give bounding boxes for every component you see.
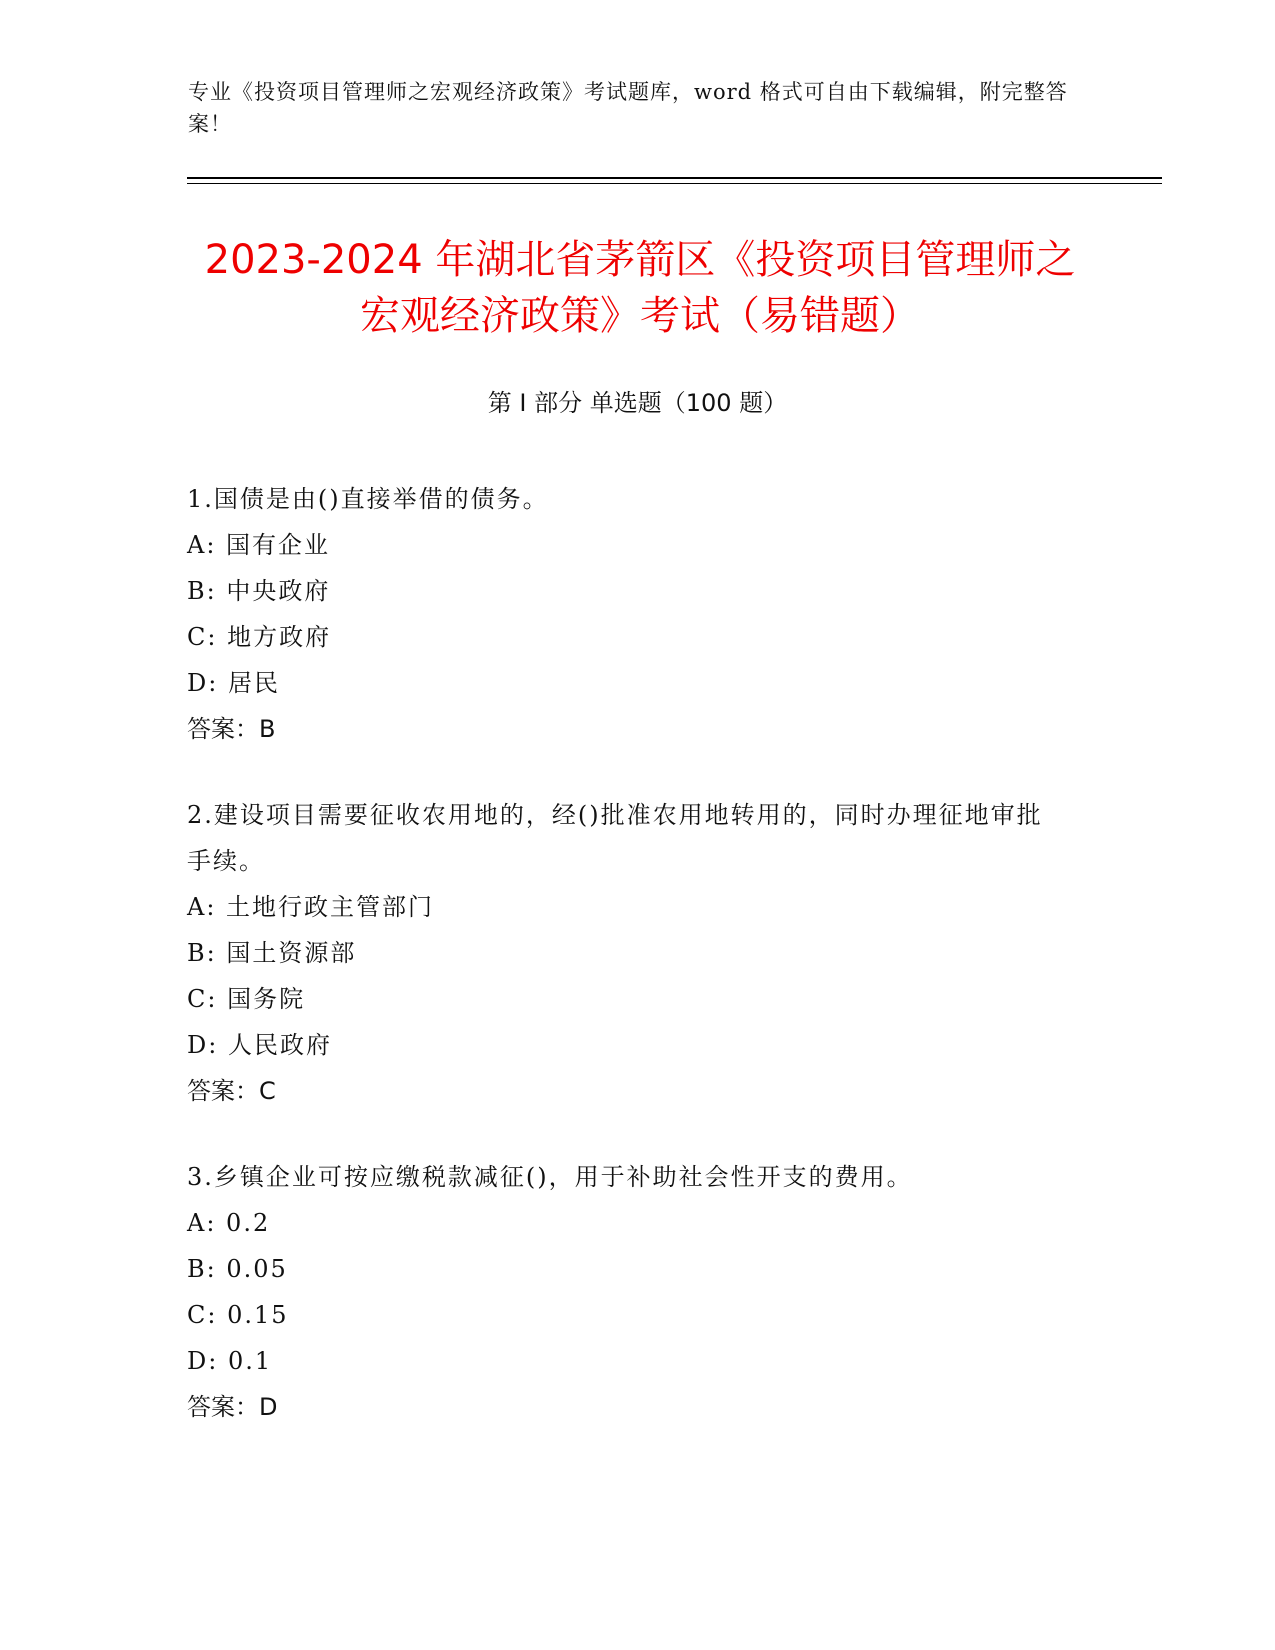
option-b: B: 国土资源部 [187,939,357,967]
question-3 [187,1154,1067,1430]
header-note: 专业《投资项目管理师之宏观经济政策》考试题库，word 格式可自由下载编辑，附完整答案！ [188,80,1068,136]
option-b: B: 中央政府 [187,577,331,605]
option-c: C: 0.15 [187,1301,289,1329]
document-title: 2023-2024 年湖北省茅箭区《投资项目管理师之宏观经济政策》考试（易错题） [204,237,1076,339]
option-b: B: 0.05 [187,1255,288,1283]
option-d: D: 居民 [187,669,280,697]
option-c: C: 国务院 [187,985,306,1013]
option-d: D: 人民政府 [187,1031,332,1059]
option-c: C: 地方政府 [187,623,332,651]
question-2 [187,792,1067,1114]
option-d: D: 0.1 [187,1347,273,1375]
question-stem: 2.建设项目需要征收农用地的，经()批准农用地转用的，同时办理征地审批手续。 [187,801,1043,875]
answer-line: 答案：B [187,715,276,743]
question-1 [187,476,1067,752]
section-heading: 第 I 部分 单选题（100 题） [487,389,788,417]
header-divider-thin [187,183,1162,184]
question-stem: 1.国债是由()直接举借的债务。 [187,485,549,513]
header-divider-thick [187,177,1162,179]
answer-line: 答案：C [187,1077,276,1105]
option-a: A: 国有企业 [187,531,331,559]
answer-line: 答案：D [187,1393,278,1421]
option-a: A: 0.2 [187,1209,271,1237]
question-list [187,476,1067,1470]
option-a: A: 土地行政主管部门 [187,893,435,921]
question-stem: 3.乡镇企业可按应缴税款减征()，用于补助社会性开支的费用。 [187,1163,913,1191]
